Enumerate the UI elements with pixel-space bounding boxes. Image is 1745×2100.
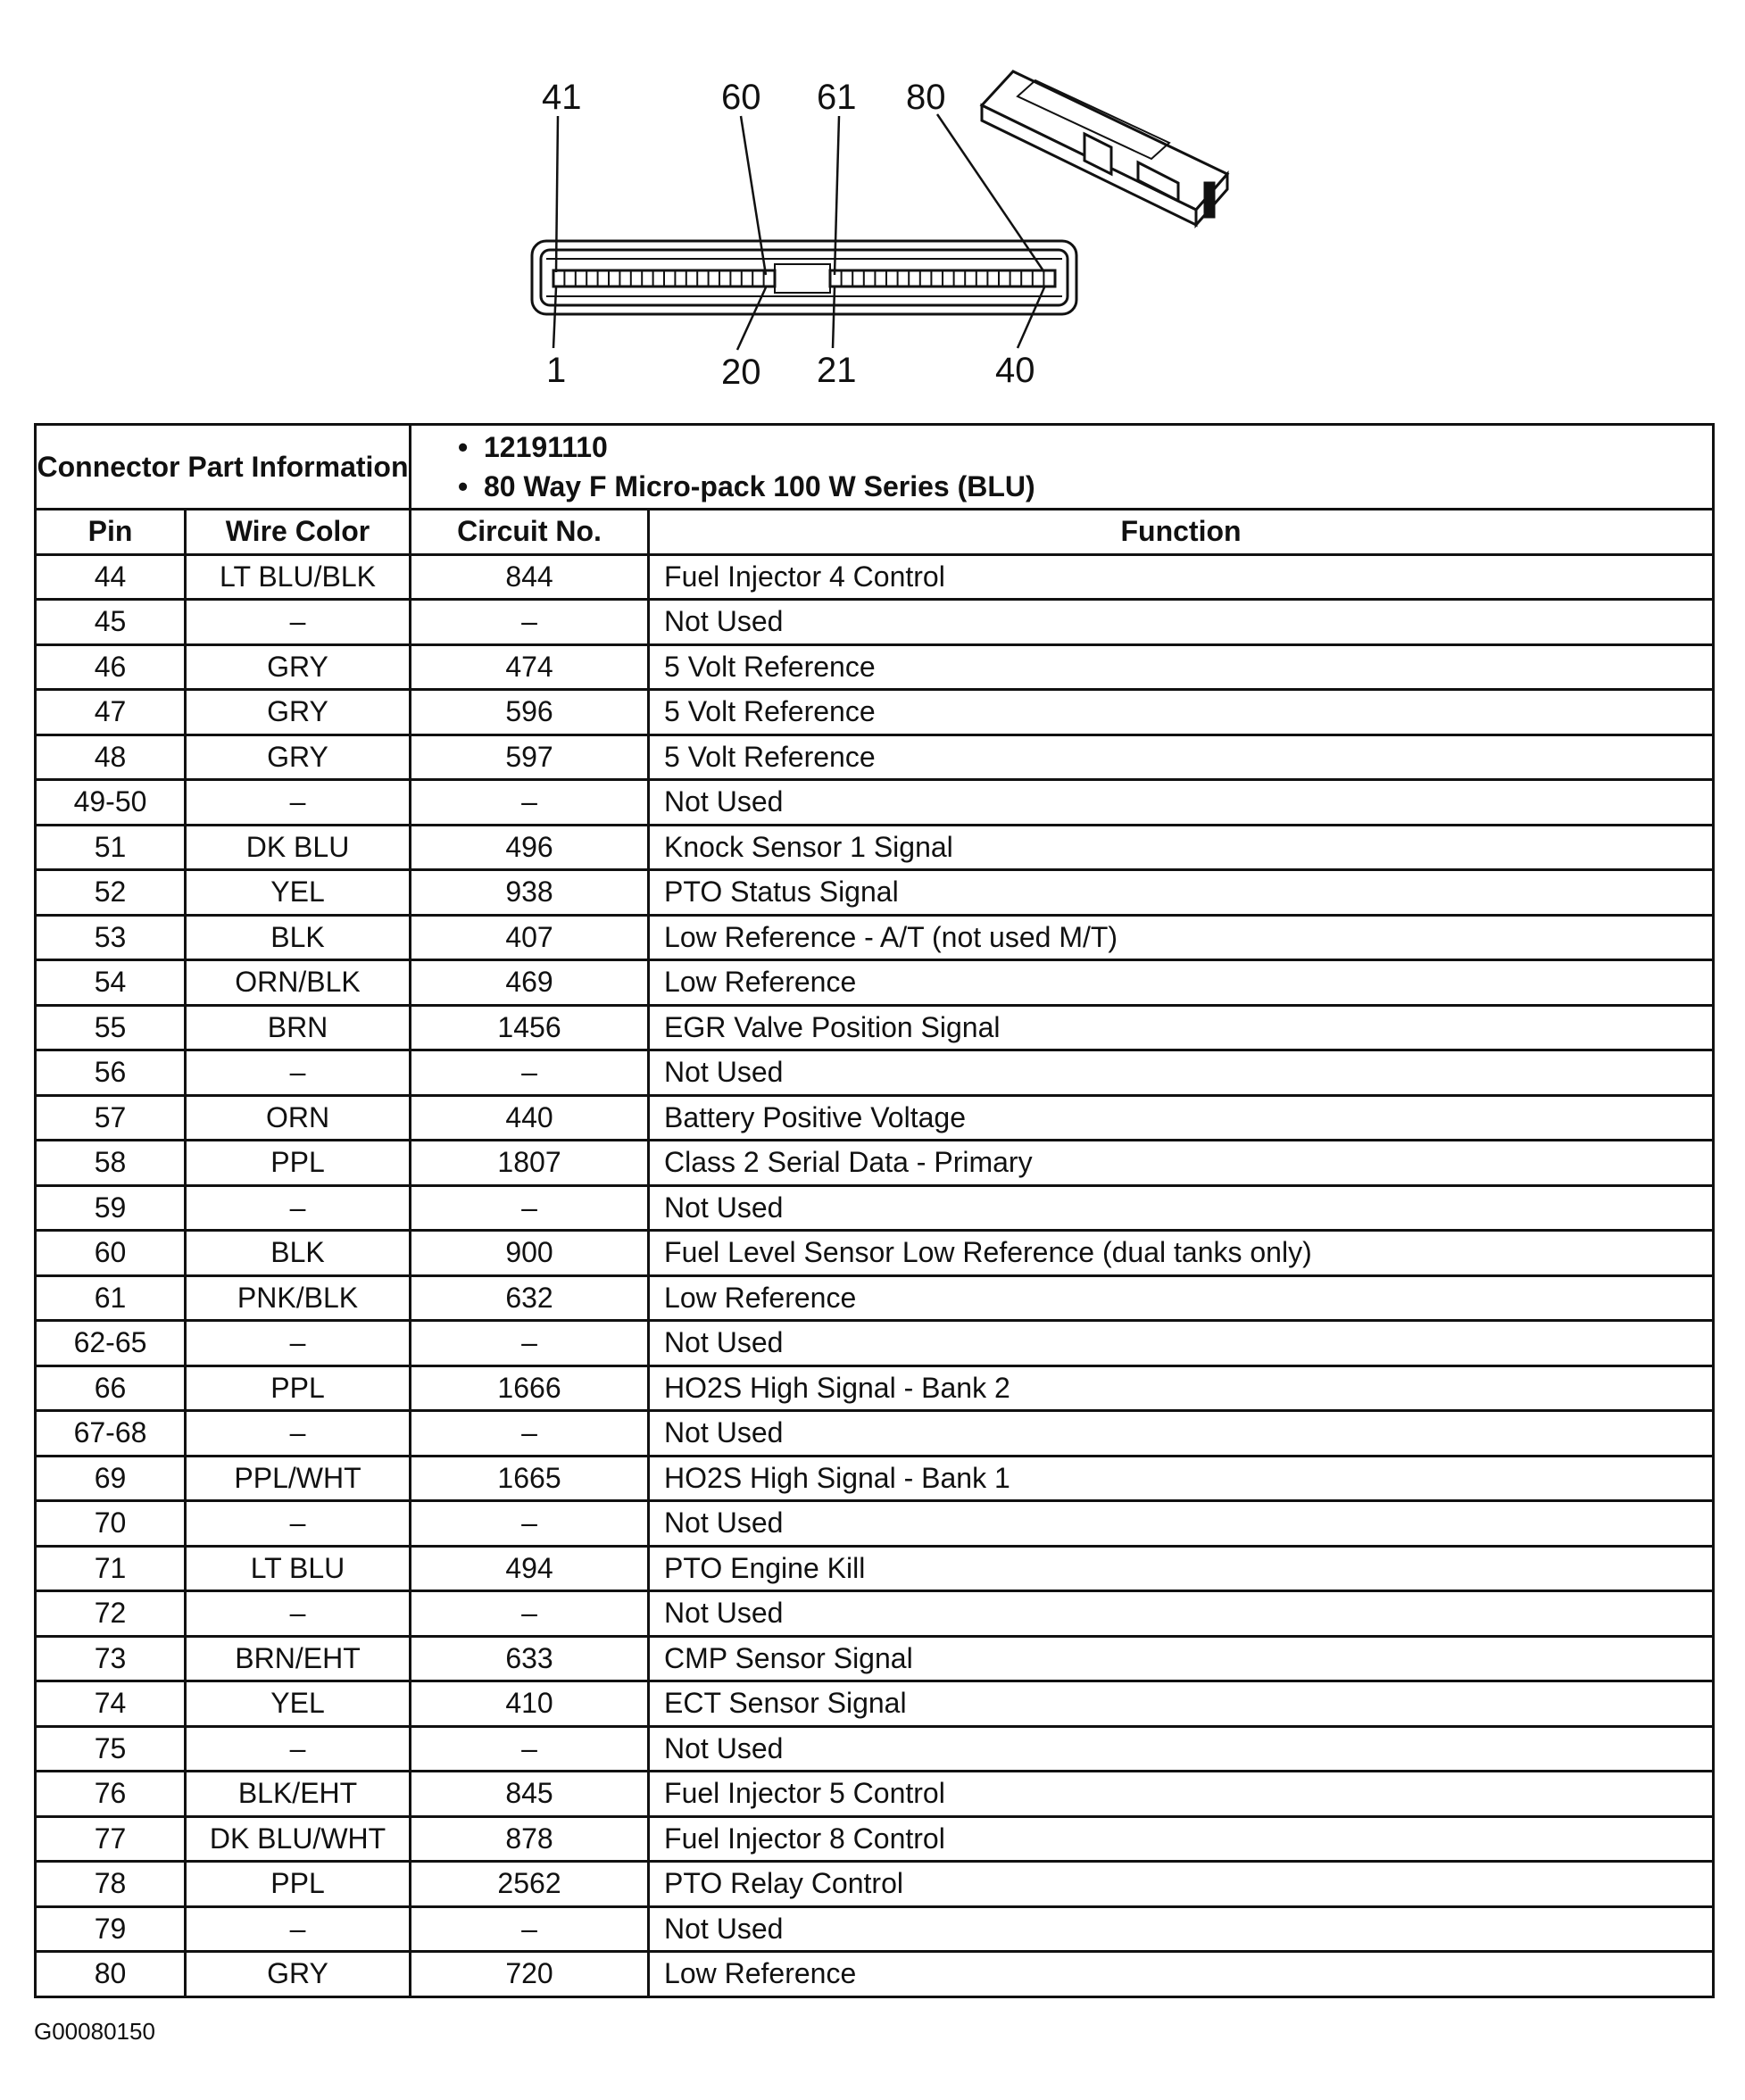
table-row [36, 1005, 1714, 1050]
circuit-cell: 496 [411, 825, 649, 870]
pin-cell: 75 [36, 1726, 186, 1772]
function-cell: EGR Valve Position Signal [649, 1005, 1714, 1050]
function-cell: PTO Relay Control [649, 1862, 1714, 1907]
pin-cell: 52 [36, 870, 186, 916]
pin-cell: 79 [36, 1906, 186, 1952]
wire-color-cell: PPL [186, 1862, 411, 1907]
connector-diagram [500, 54, 1250, 402]
pin-cell: 74 [36, 1681, 186, 1727]
pin-cell: 66 [36, 1365, 186, 1411]
function-cell: Not Used [649, 1501, 1714, 1547]
pin-cell: 47 [36, 690, 186, 735]
connector-body [532, 241, 1076, 314]
table-row [36, 1411, 1714, 1457]
pin-label-60: 60 [721, 78, 761, 117]
circuit-cell: 878 [411, 1816, 649, 1862]
pin-cell: 78 [36, 1862, 186, 1907]
wire-color-cell: BLK/EHT [186, 1772, 411, 1817]
table-row [36, 1591, 1714, 1637]
table-row [36, 1906, 1714, 1952]
circuit-cell: – [411, 1321, 649, 1366]
pin-cell: 56 [36, 1050, 186, 1096]
wire-color-cell: PPL [186, 1141, 411, 1186]
pin-cell: 55 [36, 1005, 186, 1050]
table-row [36, 1816, 1714, 1862]
circuit-cell: 474 [411, 644, 649, 690]
table-row [36, 1141, 1714, 1186]
connector-part-number: • 12191110 [458, 427, 1712, 467]
table-row [36, 1231, 1714, 1276]
circuit-cell: – [411, 1050, 649, 1096]
pin-label-21: 21 [817, 351, 857, 390]
col-header-function: Function [649, 510, 1714, 555]
wire-color-cell: – [186, 1411, 411, 1457]
circuit-cell: 410 [411, 1681, 649, 1727]
circuit-cell: 596 [411, 690, 649, 735]
function-cell: CMP Sensor Signal [649, 1636, 1714, 1681]
function-cell: Fuel Injector 4 Control [649, 554, 1714, 600]
function-cell: Low Reference [649, 960, 1714, 1006]
wire-color-cell: – [186, 780, 411, 826]
circuit-cell: – [411, 600, 649, 645]
table-row [36, 960, 1714, 1006]
function-cell: Not Used [649, 1321, 1714, 1366]
pin-cell: 70 [36, 1501, 186, 1547]
function-cell: 5 Volt Reference [649, 735, 1714, 780]
circuit-cell: 440 [411, 1095, 649, 1141]
pin-label-61: 61 [817, 78, 857, 117]
connector-isometric-icon [982, 71, 1227, 225]
table-row [36, 1726, 1714, 1772]
pin-cell: 67-68 [36, 1411, 186, 1457]
pin-cell: 76 [36, 1772, 186, 1817]
function-cell: Low Reference [649, 1952, 1714, 1997]
function-cell: Not Used [649, 1591, 1714, 1637]
wire-color-cell: – [186, 1501, 411, 1547]
wire-color-cell: BLK [186, 915, 411, 960]
wire-color-cell: GRY [186, 690, 411, 735]
wire-color-cell: – [186, 1050, 411, 1096]
pin-cell: 60 [36, 1231, 186, 1276]
wire-color-cell: ORN/BLK [186, 960, 411, 1006]
connector-type: • 80 Way F Micro-pack 100 W Series (BLU) [458, 467, 1712, 506]
pin-cell: 45 [36, 600, 186, 645]
circuit-cell: – [411, 1501, 649, 1547]
wire-color-cell: – [186, 600, 411, 645]
pin-slots [564, 270, 1043, 286]
wire-color-cell: BRN/EHT [186, 1636, 411, 1681]
pin-cell: 54 [36, 960, 186, 1006]
connector-info-label-text: Connector Part Information [37, 451, 409, 483]
table-row [36, 915, 1714, 960]
table-row [36, 1862, 1714, 1907]
wire-color-cell: YEL [186, 870, 411, 916]
function-cell: Not Used [649, 780, 1714, 826]
circuit-cell: 845 [411, 1772, 649, 1817]
function-cell: Low Reference - A/T (not used M/T) [649, 915, 1714, 960]
wire-color-cell: BRN [186, 1005, 411, 1050]
wire-color-cell: – [186, 1185, 411, 1231]
circuit-cell: 2562 [411, 1862, 649, 1907]
pin-cell: 49-50 [36, 780, 186, 826]
table-row [36, 690, 1714, 735]
pin-cell: 69 [36, 1456, 186, 1501]
table-row [36, 735, 1714, 780]
circuit-cell: 1456 [411, 1005, 649, 1050]
pin-label-1: 1 [546, 351, 567, 390]
wire-color-cell: GRY [186, 644, 411, 690]
table-row [36, 1095, 1714, 1141]
wire-color-cell: BLK [186, 1231, 411, 1276]
pinout-table [34, 423, 1715, 1998]
circuit-cell: 407 [411, 915, 649, 960]
table-row [36, 1681, 1714, 1727]
wire-color-cell: – [186, 1321, 411, 1366]
circuit-cell: 938 [411, 870, 649, 916]
circuit-cell: 597 [411, 735, 649, 780]
col-header-wire-color: Wire Color [186, 510, 411, 555]
circuit-cell: 720 [411, 1952, 649, 1997]
pin-cell: 53 [36, 915, 186, 960]
wire-color-cell: PPL [186, 1365, 411, 1411]
table-row [36, 1456, 1714, 1501]
table-row [36, 1772, 1714, 1817]
table-row [36, 1050, 1714, 1096]
function-cell: 5 Volt Reference [649, 644, 1714, 690]
pin-label-40: 40 [995, 351, 1035, 390]
pin-cell: 73 [36, 1636, 186, 1681]
function-cell: 5 Volt Reference [649, 690, 1714, 735]
function-cell: Not Used [649, 1906, 1714, 1952]
figure-id: G00080150 [34, 2018, 155, 2045]
wire-color-cell: – [186, 1906, 411, 1952]
pin-cell: 59 [36, 1185, 186, 1231]
pin-cell: 62-65 [36, 1321, 186, 1366]
table-row [36, 1321, 1714, 1366]
function-cell: Not Used [649, 600, 1714, 645]
circuit-cell: – [411, 1726, 649, 1772]
circuit-cell: – [411, 1906, 649, 1952]
function-cell: PTO Status Signal [649, 870, 1714, 916]
wire-color-cell: LT BLU/BLK [186, 554, 411, 600]
col-header-circuit: Circuit No. [411, 510, 649, 555]
pin-cell: 61 [36, 1275, 186, 1321]
wire-color-cell: – [186, 1726, 411, 1772]
circuit-cell: 900 [411, 1231, 649, 1276]
circuit-cell: 469 [411, 960, 649, 1006]
circuit-cell: 1666 [411, 1365, 649, 1411]
function-cell: Fuel Level Sensor Low Reference (dual tanks only) [649, 1231, 1714, 1276]
table-row [36, 1365, 1714, 1411]
table-row [36, 1546, 1714, 1591]
table-row [36, 554, 1714, 600]
pin-label-20: 20 [721, 353, 761, 392]
connector-info-row [36, 425, 1714, 510]
circuit-cell: 1665 [411, 1456, 649, 1501]
pin-cell: 80 [36, 1952, 186, 1997]
wire-color-cell: GRY [186, 735, 411, 780]
table-row [36, 870, 1714, 916]
wire-color-cell: DK BLU [186, 825, 411, 870]
wire-color-cell: ORN [186, 1095, 411, 1141]
pin-cell: 72 [36, 1591, 186, 1637]
table-row [36, 1275, 1714, 1321]
pin-cell: 51 [36, 825, 186, 870]
wire-color-cell: GRY [186, 1952, 411, 1997]
function-cell: Not Used [649, 1050, 1714, 1096]
function-cell: HO2S High Signal - Bank 1 [649, 1456, 1714, 1501]
pin-cell: 58 [36, 1141, 186, 1186]
function-cell: Not Used [649, 1726, 1714, 1772]
pin-label-80: 80 [906, 78, 946, 117]
circuit-cell: 1807 [411, 1141, 649, 1186]
pin-rows [36, 554, 1714, 1996]
connector-info-items [411, 425, 1714, 510]
function-cell: PTO Engine Kill [649, 1546, 1714, 1591]
table-row [36, 1185, 1714, 1231]
pin-cell: 46 [36, 644, 186, 690]
function-cell: Not Used [649, 1185, 1714, 1231]
function-cell: Battery Positive Voltage [649, 1095, 1714, 1141]
col-header-pin: Pin [36, 510, 186, 555]
function-cell: ECT Sensor Signal [649, 1681, 1714, 1727]
function-cell: Class 2 Serial Data - Primary [649, 1141, 1714, 1186]
table-row [36, 644, 1714, 690]
circuit-cell: 633 [411, 1636, 649, 1681]
pin-cell: 57 [36, 1095, 186, 1141]
table-row [36, 825, 1714, 870]
wire-color-cell: PPL/WHT [186, 1456, 411, 1501]
circuit-cell: 494 [411, 1546, 649, 1591]
function-cell: Knock Sensor 1 Signal [649, 825, 1714, 870]
pin-label-41: 41 [542, 78, 582, 117]
function-cell: Fuel Injector 5 Control [649, 1772, 1714, 1817]
pin-cell: 44 [36, 554, 186, 600]
circuit-cell: – [411, 1411, 649, 1457]
pin-cell: 71 [36, 1546, 186, 1591]
pin-cell: 48 [36, 735, 186, 780]
pin-cell: 77 [36, 1816, 186, 1862]
function-cell: HO2S High Signal - Bank 2 [649, 1365, 1714, 1411]
connector-info-label [36, 425, 411, 510]
wire-color-cell: DK BLU/WHT [186, 1816, 411, 1862]
wire-color-cell: LT BLU [186, 1546, 411, 1591]
circuit-cell: 844 [411, 554, 649, 600]
function-cell: Low Reference [649, 1275, 1714, 1321]
column-header-row [36, 510, 1714, 555]
wire-color-cell: PNK/BLK [186, 1275, 411, 1321]
table-row [36, 1501, 1714, 1547]
circuit-cell: – [411, 1591, 649, 1637]
circuit-cell: 632 [411, 1275, 649, 1321]
function-cell: Fuel Injector 8 Control [649, 1816, 1714, 1862]
wire-color-cell: YEL [186, 1681, 411, 1727]
wire-color-cell: – [186, 1591, 411, 1637]
table-row [36, 1636, 1714, 1681]
table-row [36, 600, 1714, 645]
circuit-cell: – [411, 1185, 649, 1231]
table-row [36, 1952, 1714, 1997]
function-cell: Not Used [649, 1411, 1714, 1457]
table-row [36, 780, 1714, 826]
circuit-cell: – [411, 780, 649, 826]
